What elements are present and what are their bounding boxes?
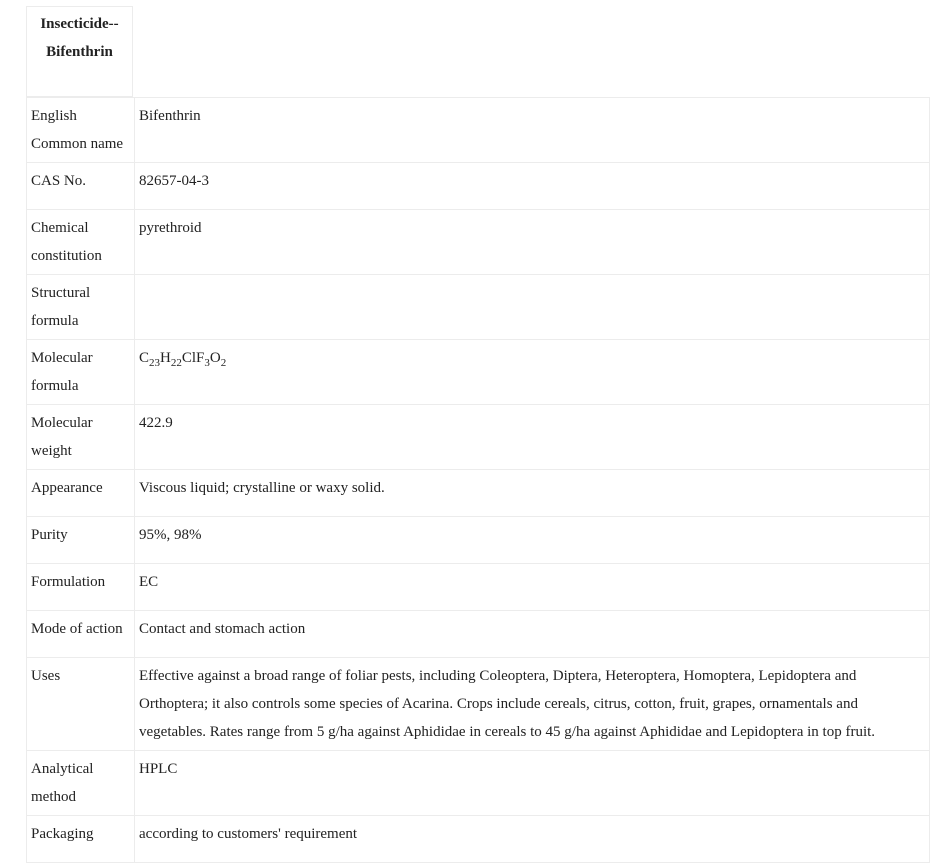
table-row	[27, 658, 930, 751]
product-title	[26, 6, 133, 97]
row-value: 82657-04-3	[135, 163, 930, 210]
row-label: Chemical constitution	[27, 210, 135, 275]
row-value: Effective against a broad range of foliar pests, including Coleoptera, Diptera, Heteroptera, Homoptera, Lepidoptera and Orthoptera; it also controls some species of Acarina. Crops include cereals, citrus, cotton, fruit, grapes, ornamentals and vegetables. Rates range from 5 g/ha against Aphididae in cereals to 45 g/ha against Aphididae and Lepidoptera in top fruit.	[135, 658, 930, 751]
row-label: Analytical method	[27, 751, 135, 816]
row-value: Contact and stomach action	[135, 611, 930, 658]
row-label: Molecular weight	[27, 405, 135, 470]
row-label: Formulation	[27, 564, 135, 611]
table-row	[27, 564, 930, 611]
row-value	[135, 275, 930, 340]
row-value: Bifenthrin	[135, 98, 930, 163]
row-value: according to customers' requirement	[135, 816, 930, 863]
row-label: Molecular formula	[27, 340, 135, 405]
row-label: Purity	[27, 517, 135, 564]
row-label: Packaging	[27, 816, 135, 863]
molecular-formula: $C_{23}H_{22}ClF_3O_2$	[135, 340, 930, 405]
row-label: CAS No.	[27, 163, 135, 210]
row-label: Structural formula	[27, 275, 135, 340]
row-label: English Common name	[27, 98, 135, 163]
table-row	[27, 340, 930, 405]
row-value: Viscous liquid; crystalline or waxy solid.	[135, 470, 930, 517]
table-row	[27, 611, 930, 658]
table-row	[27, 816, 930, 863]
row-value: 95%, 98%	[135, 517, 930, 564]
row-value: pyrethroid	[135, 210, 930, 275]
table-row	[27, 751, 930, 816]
table-row	[27, 517, 930, 564]
row-label: Mode of action	[27, 611, 135, 658]
table-row	[27, 470, 930, 517]
title-line-1: Insecticide--	[40, 16, 119, 32]
row-label: Uses	[27, 658, 135, 751]
table-row	[27, 210, 930, 275]
table-row	[27, 405, 930, 470]
row-value: 422.9	[135, 405, 930, 470]
table-row	[27, 98, 930, 163]
row-value: EC	[135, 564, 930, 611]
table-row	[27, 163, 930, 210]
row-value: HPLC	[135, 751, 930, 816]
table-row	[27, 275, 930, 340]
spec-table	[26, 97, 930, 863]
row-label: Appearance	[27, 470, 135, 517]
title-line-2: Bifenthrin	[46, 44, 113, 60]
